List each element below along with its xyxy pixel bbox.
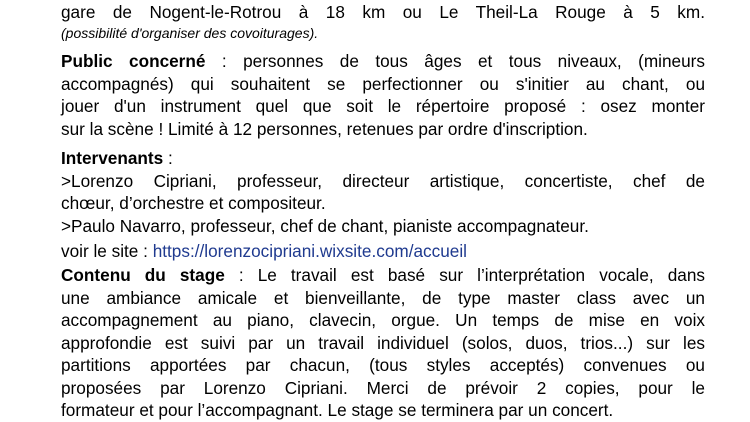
contenu-paragraph (61, 264, 705, 422)
intervenants-title-line (61, 147, 705, 170)
intervenant-1-line-1: >Lorenzo Cipriani, professeur, directeur artistique, concertiste, chef de (61, 170, 705, 191)
contenu-line-3: accompagnement au piano, clavecin, orgue. Un temps de mise en voix (61, 310, 705, 330)
public-line-1 (61, 50, 705, 73)
contenu-heading: Contenu du stage (61, 265, 225, 285)
intervenants-paragraph (61, 147, 705, 263)
travel-line: gare de Nogent-le-Rotrou à 18 km ou Le Theil-La Rouge à 5 km. (61, 2, 705, 22)
contenu-line-4: approfondie est suivi par un travail individuel (solos, duos, trios...) sur les (61, 332, 705, 353)
public-line-2: accompagnés) qui souhaitent se perfectionner ou s'initier au chant, ou (61, 73, 705, 94)
contenu-line-1 (61, 264, 705, 287)
public-line-1-text: : personnes de tous âges et tous niveaux, (mineurs (205, 51, 705, 71)
intervenant-2: >Paulo Navarro, professeur, chef de chant, pianiste accompagnateur. (61, 215, 589, 236)
site-label: voir le site : (61, 241, 153, 261)
contenu-line-5: partitions apportées par chacun, (tous styles acceptés) convenues ou (61, 355, 705, 375)
travel-paragraph (61, 1, 705, 42)
contenu-line-6: proposées par Lorenzo Cipriani. Merci de prévoir 2 copies, pour le (61, 377, 705, 398)
public-line-4: sur la scène ! Limité à 12 personnes, retenues par ordre d'inscription. (61, 118, 588, 139)
contenu-line-7: formateur et pour l’accompagnant. Le stage se terminera par un concert. (61, 400, 614, 420)
intervenants-heading: Intervenants (61, 148, 164, 168)
intervenant-1-line-2: chœur, d’orchestre et compositeur. (61, 193, 326, 213)
carpool-note: (possibilité d'organiser des covoiturages). (61, 24, 319, 41)
site-line (61, 240, 705, 263)
intervenants-colon: : (163, 148, 173, 168)
public-heading: Public concerné (61, 51, 206, 71)
site-link[interactable]: https://lorenzocipriani.wixsite.com/accueil (152, 241, 467, 261)
contenu-line-1-text: : Le travail est basé sur l’interprétation vocale, dans (224, 265, 706, 285)
public-paragraph (61, 50, 705, 140)
public-line-3: jouer d'un instrument quel que soit le répertoire proposé : osez monter (61, 96, 705, 116)
contenu-line-2: une ambiance amicale et bienveillante, de type master class avec un (61, 287, 705, 308)
